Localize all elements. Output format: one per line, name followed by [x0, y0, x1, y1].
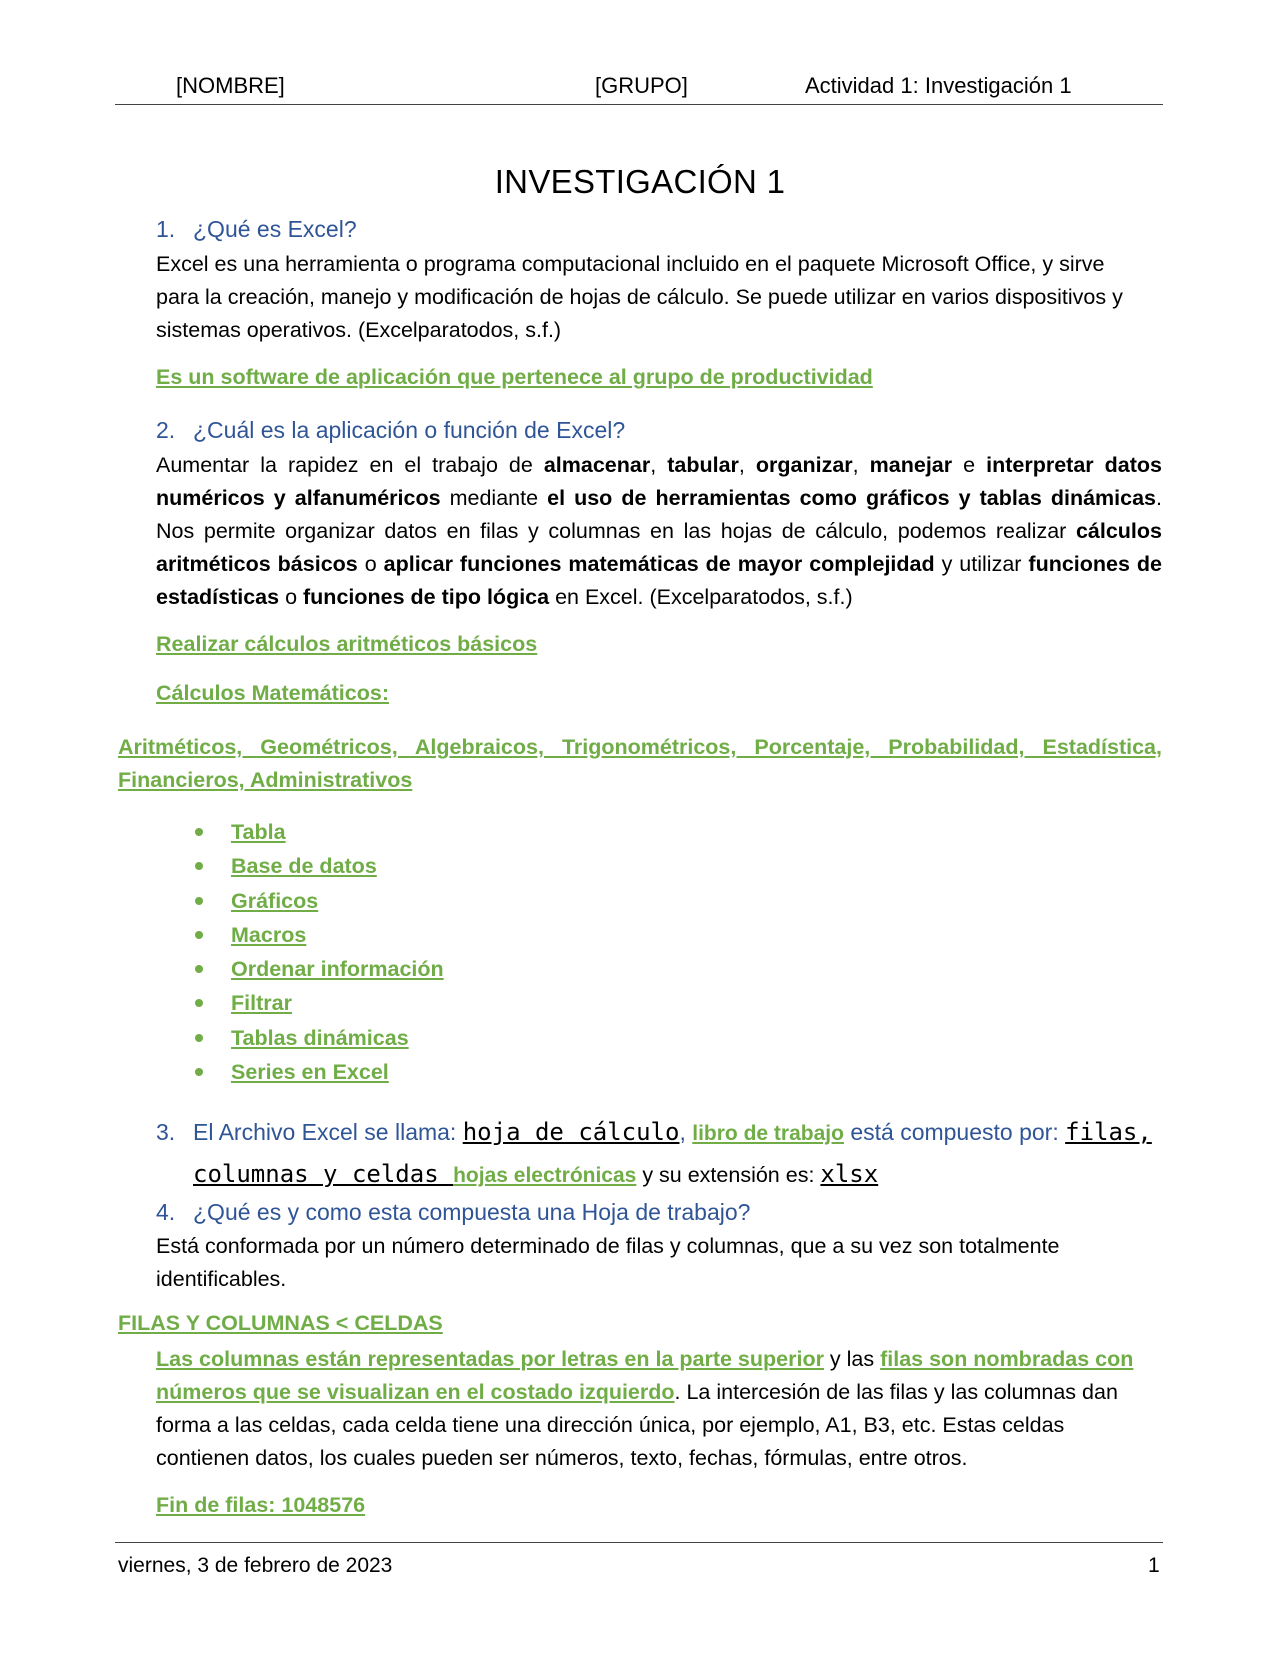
bullet-icon — [195, 862, 203, 870]
text-run: , — [852, 453, 870, 477]
bullet-item — [190, 1021, 444, 1055]
handwritten-answer: filas, — [1065, 1118, 1152, 1146]
question-2-heading — [156, 417, 625, 444]
bullet-icon — [195, 897, 203, 905]
bullet-list — [190, 815, 444, 1089]
question-4-note-2 — [156, 1493, 365, 1518]
question-4-note-1 — [118, 1311, 443, 1336]
bullet-icon — [195, 828, 203, 836]
header-group: [GRUPO] — [595, 73, 688, 98]
question-4-text: ¿Qué es y como esta compuesta una Hoja de trabajo? — [193, 1199, 751, 1225]
question-2-note-2-text: Cálculos Matemáticos: — [156, 681, 389, 705]
bullet-item — [190, 918, 444, 952]
bold-run: funciones de estadísticas — [156, 552, 1162, 609]
question-2-number: 2. — [156, 417, 176, 443]
bullet-icon — [195, 965, 203, 973]
handwritten-answer: columnas y celdas — [193, 1160, 454, 1188]
header-activity: Actividad 1: Investigación 1 — [805, 73, 1072, 98]
bullet-icon — [195, 999, 203, 1007]
bullet-icon — [195, 931, 203, 939]
question-2-note-2 — [156, 681, 389, 706]
question-4-answer: Está conformada por un número determinado de filas y columnas, que a su vez son totalmente identificables. — [156, 1234, 1060, 1291]
question-4-heading — [156, 1199, 750, 1226]
bullet-item — [190, 986, 444, 1020]
question-1-text: ¿Qué es Excel? — [193, 216, 357, 242]
bullet-item — [190, 1055, 444, 1089]
green-run: filas son nombradas con números que se visualizan en el costado izquierdo — [156, 1347, 1134, 1404]
page-title: INVESTIGACIÓN 1 — [494, 163, 786, 200]
bullet-text: Gráficos — [231, 888, 319, 913]
text-run: y las — [823, 1347, 881, 1371]
question-3-block — [156, 1112, 1162, 1196]
question-1-heading — [156, 216, 357, 243]
question-2-note-3 — [118, 731, 1162, 797]
header-rule — [115, 104, 1163, 105]
question-1-number: 1. — [156, 216, 176, 242]
bold-run: el uso de herramientas como gráficos y tablas dinámicas — [547, 486, 1156, 510]
bullet-icon — [195, 1068, 203, 1076]
bullet-item — [190, 952, 444, 986]
bold-run: manejar — [869, 453, 953, 477]
question-4-note-1-text: FILAS Y COLUMNAS < CELDAS — [118, 1311, 443, 1335]
green-answer: libro de trabajo — [692, 1122, 844, 1145]
bullet-icon — [195, 1034, 203, 1042]
bold-run: tabular — [667, 453, 739, 477]
question-2-note-1-text: Realizar cálculos aritméticos básicos — [156, 632, 538, 656]
bullet-text: Filtrar — [231, 991, 292, 1016]
bullet-item — [190, 849, 444, 883]
question-2-text: ¿Cuál es la aplicación o función de Excel? — [193, 417, 626, 443]
text-run: o — [279, 585, 304, 609]
question-3-number: 3. — [156, 1119, 176, 1145]
header-name: [NOMBRE] — [176, 73, 285, 98]
text-run: o — [357, 552, 384, 576]
handwritten-answer: hoja de cálculo — [462, 1118, 680, 1146]
question-2-note-3-text: Aritméticos, Geométricos, Algebraicos, Trigonométricos, Porcentaje, Probabilidad, Estadística, Financieros, Administrativos — [118, 735, 1162, 792]
bullet-text: Base de datos — [231, 854, 377, 879]
green-answer: hojas electrónicas — [453, 1164, 637, 1187]
text-run: está compuesto por: — [843, 1119, 1066, 1145]
footer-page-number: 1 — [1148, 1554, 1160, 1577]
handwritten-answer: xlsx — [820, 1160, 879, 1188]
text-run: Aumentar la rapidez en el trabajo de — [156, 453, 544, 477]
text-run: , — [738, 453, 756, 477]
question-1-answer: Excel es una herramienta o programa computacional incluido en el paquete Microsoft Office, y sirve para la creación, manejo y modificación de hojas de cálculo. Se puede utilizar en varios dispositivos y sistemas operativos. (Excelparatodos, s.f.) — [156, 252, 1123, 342]
question-2-note-1 — [156, 632, 537, 657]
bullet-text: Tablas dinámicas — [231, 1025, 409, 1050]
bold-run: almacenar — [543, 453, 651, 477]
text-run: en Excel. (Excelparatodos, s.f.) — [549, 585, 853, 609]
text-run: . La intercesión de las filas y las columnas dan forma a las celdas, cada celda tiene una dirección única, por ejemplo, A1, B3, etc. Estas celdas contienen datos, los cuales pueden ser números, texto, fechas, fórmulas, entre otros. — [156, 1380, 1118, 1470]
bullet-text: Series en Excel — [231, 1060, 389, 1085]
bullet-text: Ordenar información — [231, 957, 444, 982]
bold-run: organizar — [755, 453, 853, 477]
bold-run: funciones de tipo lógica — [303, 585, 550, 609]
question-4-explanation — [156, 1343, 1146, 1475]
footer-date: viernes, 3 de febrero de 2023 — [118, 1554, 393, 1577]
question-1-note-text: Es un software de aplicación que pertenece al grupo de productividad — [156, 365, 873, 389]
text-run: . Nos permite organizar datos en filas y columnas en las hojas de cálculo, podemos realizar — [156, 486, 1162, 543]
bullet-text: Macros — [231, 922, 307, 947]
bullet-item — [190, 884, 444, 918]
text-run: y su extensión es: — [636, 1163, 821, 1187]
bullet-text: Tabla — [231, 820, 286, 844]
footer-rule — [115, 1542, 1163, 1543]
text-run: e — [952, 453, 987, 477]
green-run: Las columnas están representadas por letras en la parte superior — [156, 1347, 824, 1371]
question-1-note — [156, 365, 873, 390]
question-4-number: 4. — [156, 1199, 176, 1225]
bold-run: cálculos aritméticos básicos — [156, 519, 1162, 576]
bullet-item — [190, 815, 444, 849]
bold-run: interpretar datos numéricos y alfanuméricos — [156, 453, 1162, 510]
bold-run: aplicar funciones matemáticas de mayor complejidad — [383, 552, 935, 576]
text-run: y utilizar — [934, 552, 1029, 576]
text-run: mediante — [440, 486, 548, 510]
text-run: , — [650, 453, 668, 477]
text-run: El Archivo Excel se llama: — [193, 1119, 463, 1145]
text-run: , — [679, 1119, 693, 1145]
question-2-answer — [156, 449, 1162, 614]
question-4-note-2-text: Fin de filas: 1048576 — [156, 1493, 366, 1517]
